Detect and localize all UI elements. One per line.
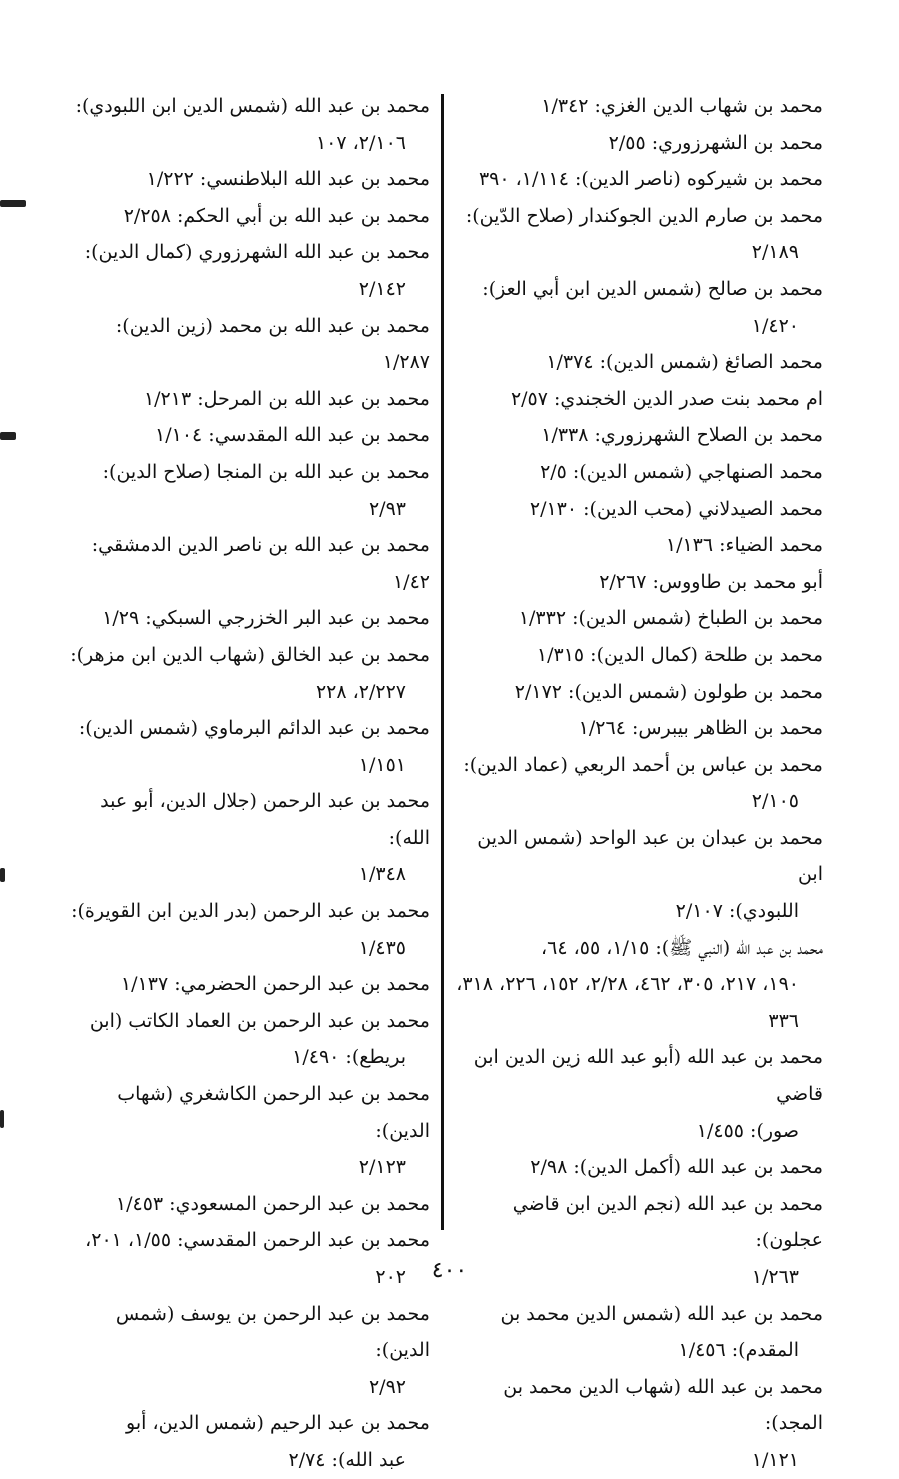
index-entry-continuation: ٢٠٢ (375, 1266, 406, 1288)
index-entry (455, 271, 823, 344)
index-entry-continuation: ١/٢٦٣ (751, 1266, 799, 1288)
index-entry (64, 88, 430, 161)
index-entry-continuation: صور): ١/٤٥٥ (696, 1119, 799, 1142)
index-entry-heading: محمد بن صارم الدين الجوكندار (صلاح الدّين): (465, 204, 823, 227)
index-entry (455, 527, 823, 564)
index-entry-heading: محمد بن عبد الله الشهرزوري (كمال الدين): (84, 241, 430, 264)
index-entry (455, 1369, 823, 1479)
index-entry (64, 966, 430, 1003)
index-entry (455, 710, 823, 747)
index-entry (455, 198, 823, 271)
index-entry-heading: محمد بن عبد الله (شمس الدين محمد بن (500, 1302, 823, 1325)
index-entry-heading: محمد الصنهاجي (شمس الدين): ٢/٥ (540, 460, 823, 483)
index-entry (64, 1003, 430, 1076)
scan-edge-mark (0, 200, 26, 207)
index-entry-heading: محمد بن صالح (شمس الدين ابن أبي العز): (482, 277, 823, 300)
index-entry-heading: محمد بن الصلاح الشهرزوري: ١/٣٣٨ (541, 424, 823, 447)
index-entry-continuation: عبد الله): ٢/٧٤ (288, 1448, 406, 1471)
index-entry-continuation: بريطع): ١/٤٩٠ (292, 1046, 406, 1069)
index-entry-continuation: ١/٣٤٨ (358, 863, 406, 886)
index-entry (64, 1405, 430, 1478)
index-entry (64, 161, 430, 198)
index-entry-heading: محمد بن عبد الله (شهاب الدين محمد بن المجد): (503, 1375, 823, 1435)
index-entry-heading: محمد بن عبد الرحيم (شمس الدين، أبو (126, 1412, 430, 1435)
index-entry-heading: محمد بن عبد الله بن محمد (زين الدين): ١/٢٨٧ (115, 314, 430, 374)
index-entry (64, 637, 430, 710)
index-entry-continuation: ٢/١٨٩ (751, 241, 799, 264)
index-entry (64, 710, 430, 783)
index-entry-continuation: ١/١٥١ (358, 753, 406, 776)
index-entry-heading: محمد بن عبد الله (أكمل الدين): ٢/٩٨ (530, 1156, 823, 1179)
index-entry-heading: محمد بن عبد الله (نجم الدين ابن قاضي عجلون): (512, 1192, 823, 1252)
index-entry-heading: محمد بن طولون (شمس الدين): ٢/١٧٢ (514, 680, 823, 703)
index-entry-heading: محمد بن الظاهر بيبرس: ١/٢٦٤ (578, 717, 823, 740)
page-number: ٤٠٠ (431, 1258, 468, 1283)
index-entry-continuation: ٢/١٠٥ (751, 790, 799, 813)
index-entry-heading: محمد بن عبد الله (شمس الدين ابن اللبودي): (75, 95, 430, 117)
index-entry (455, 1296, 823, 1369)
index-entry (455, 820, 823, 930)
index-entry-heading: محمد بن عبد الدائم البرماوي (شمس الدين): (78, 717, 430, 740)
scan-edge-mark (0, 868, 5, 882)
index-entry-continuation: ٢/١٢٣ (358, 1156, 406, 1179)
index-entry-heading: محمد بن عبد الرحمن (جلال الدين، أبو عبد الله): (100, 790, 430, 849)
index-entry-continuation: المقدم): ١/٤٥٦ (678, 1339, 799, 1362)
index-entry (64, 198, 430, 235)
index-entry-heading: محمد بن عبد البر الخزرجي السبكي: ١/٢٩ (102, 607, 430, 630)
index-entry-continuation: ٢/٢٢٧، ٢٢٨ (315, 680, 406, 703)
scan-edge-mark (0, 432, 16, 440)
index-entry-continuation: ٢/١٠٦، ١٠٧ (315, 131, 406, 154)
index-entry (455, 454, 823, 491)
index-entry (64, 1076, 430, 1186)
index-entry (455, 125, 823, 162)
index-entry-continuation: اللبودي): ٢/١٠٧ (675, 900, 799, 923)
index-entry (455, 88, 823, 125)
index-entry-continuation: ٢/٩٣ (368, 497, 406, 520)
index-entry (64, 308, 430, 381)
index-entry-heading: محمد بن عبد الله (أبو عبد الله زين الدين ابن قاضي (473, 1046, 823, 1106)
index-entry-heading: محمد بن عبد الله بن ناصر الدين الدمشقي: ١/٤٢ (91, 534, 430, 593)
index-entry-heading: محمد بن الطباخ (شمس الدين): ١/٣٣٢ (518, 607, 823, 630)
index-entry (455, 747, 823, 820)
index-entry-heading: محمد بن الشهرزوري: ٢/٥٥ (608, 131, 823, 154)
index-entry-heading: محمد بن عبد الله بن المرحل: ١/٢١٣ (143, 387, 430, 410)
index-entry-continuation: ١٩٠، ٢١٧، ٣٠٥، ٤٦٢، ٢/٢٨، ١٥٢، ٢٢٦، ٣١٨، ٣٣٦ (456, 973, 799, 1032)
index-entry (64, 600, 430, 637)
index-entry-heading: محمد بن عبد الرحمن الحضرمي: ١/١٣٧ (120, 973, 430, 996)
index-entry (455, 600, 823, 637)
index-entry-heading: محمد بن عبد الله المقدسي: ١/١٠٤ (155, 424, 430, 447)
index-entry-heading: محمد بن عبد الرحمن (بدر الدين ابن القويرة): (71, 900, 430, 923)
index-entry-continuation: ١/٤٢٠ (751, 314, 799, 337)
index-entry (64, 454, 430, 527)
index-entry-heading: محمد بن عبد الرحمن المقدسي: ١/٥٥، ٢٠١، (85, 1229, 430, 1252)
index-entry-heading: محمد بن طلحة (كمال الدين): ١/٣١٥ (536, 643, 823, 666)
index-entry-heading: محمد الضياء: ١/١٣٦ (665, 534, 823, 557)
index-entry-heading: محمد بن عبد الرحمن بن العماد الكاتب (ابن (89, 1009, 430, 1032)
index-entry-heading: محمد بن عبد الله البلاطنسي: ١/٢٢٢ (146, 168, 430, 191)
index-entry (455, 674, 823, 711)
index-entry (64, 1296, 430, 1406)
index-entry (64, 234, 430, 307)
index-entry-continuation: ١/١٢١ (751, 1448, 799, 1471)
index-entry-heading: محمد بن عبد الرحمن بن يوسف (شمس الدين): (115, 1302, 430, 1362)
index-entry (455, 417, 823, 454)
index-entry (455, 930, 823, 1040)
index-entry (64, 527, 430, 600)
index-entry (455, 1149, 823, 1186)
index-entry-continuation: ٢/١٤٢ (358, 277, 406, 300)
index-entry (455, 637, 823, 674)
index-entry (64, 1186, 430, 1223)
index-entry (455, 491, 823, 528)
index-entry (64, 381, 430, 418)
index-entry (455, 344, 823, 381)
index-entry (455, 381, 823, 418)
index-entry (64, 893, 430, 966)
index-entry (64, 417, 430, 454)
index-entry-continuation: ٢/٩٢ (368, 1375, 406, 1398)
index-entry-heading: محمد بن شيركوه (ناصر الدين): ١/١١٤، ٣٩٠ (478, 168, 823, 191)
index-entry-heading: محمد الصيدلاني (محب الدين): ٢/١٣٠ (529, 497, 823, 520)
index-entry (64, 783, 430, 893)
column-divider (441, 94, 444, 1230)
index-entry-heading: محمد بن عبد الرحمن المسعودي: ١/٤٥٣ (115, 1192, 430, 1215)
index-entry-heading: محمد بن عبد الله (النبي ﷺ): ١/١٥، ٥٥، ٦٤، (541, 936, 823, 959)
index-entry-heading: محمد بن عبدان بن عبد الواحد (شمس الدين ابن (477, 826, 823, 886)
index-entry-continuation: ١/٤٣٥ (358, 936, 406, 959)
index-entry-heading: محمد بن شهاب الدين الغزي: ١/٣٤٢ (541, 95, 823, 117)
index-entry (455, 1039, 823, 1149)
index-entry-heading: محمد الصائغ (شمس الدين): ١/٣٧٤ (546, 351, 823, 374)
index-entry-heading: أبو محمد بن طاووس: ٢/٢٦٧ (599, 570, 823, 593)
index-entry-heading: محمد بن عباس بن أحمد الربعي (عماد الدين): (463, 753, 823, 776)
index-entry (455, 161, 823, 198)
index-entry-heading: محمد بن عبد الخالق (شهاب الدين ابن مزهر): (70, 643, 430, 666)
index-entry-heading: ام محمد بنت صدر الدين الخجندي: ٢/٥٧ (510, 387, 823, 410)
index-entry-heading: محمد بن عبد الرحمن الكاشغري (شهاب الدين): (117, 1083, 430, 1142)
index-entry-heading: محمد بن عبد الله بن أبي الحكم: ٢/٢٥٨ (123, 204, 430, 227)
index-entry (455, 564, 823, 601)
scan-edge-mark (0, 1110, 4, 1128)
index-entry-heading: محمد بن عبد الله بن المنجا (صلاح الدين): (102, 460, 430, 483)
